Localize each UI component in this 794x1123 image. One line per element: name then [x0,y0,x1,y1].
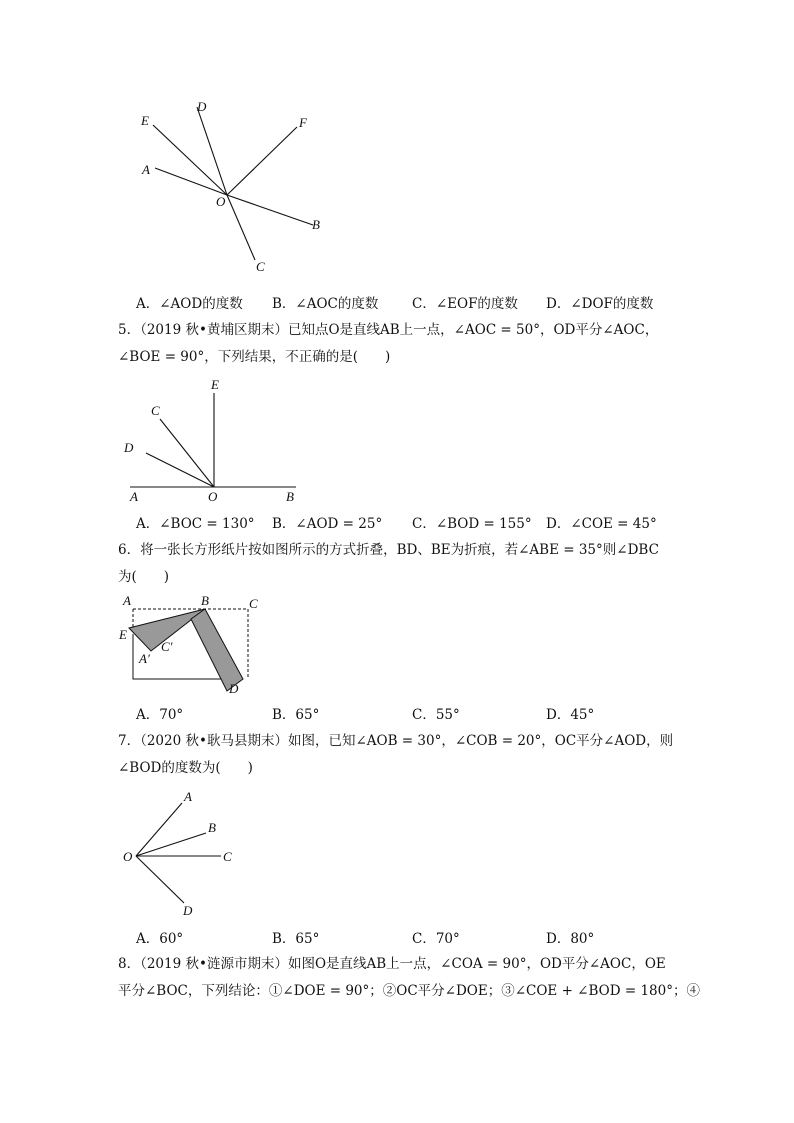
q6-label-a: A [123,593,131,608]
q7-options [136,927,696,947]
q8-stem-line1: 8．（2019 秋•涟源市期末）如图O是直线AB上一点，∠COA = 90°，OD平分∠AOC，OE [118,956,666,972]
q4-label-d: D [197,99,207,114]
q4-figure [135,95,335,280]
q4-ray-od [197,107,227,195]
q6-label-c1: C′ [161,639,173,654]
q4-option-d[interactable]: D．∠DOF的度数 [546,296,654,312]
q6-stem-line2: 为( ) [118,569,170,585]
q7-option-d[interactable]: D．80° [546,931,595,947]
q5-ray-od [146,453,214,487]
q6-stem-line1: 6．将一张长方形纸片按如图所示的方式折叠，BD、BE为折痕，若∠ABE = 35°则∠DBC [118,542,659,558]
q6-label-a1: A′ [139,651,150,666]
q4-option-a[interactable]: A．∠AOD的度数 [136,296,243,312]
q5-figure [118,375,308,505]
q4-ray-ob [227,195,313,225]
q7-option-c[interactable]: C．70° [412,931,460,947]
q6-figure [115,593,275,701]
q6-option-b[interactable]: B．65° [272,707,320,723]
q5-option-a[interactable]: A．∠BOC = 130° [136,516,255,532]
q6-label-d: D [229,681,239,696]
q7-option-a[interactable]: A．60° [136,931,184,947]
q6-option-d[interactable]: D．45° [546,707,595,723]
q4-option-b[interactable]: B．∠AOC的度数 [272,296,379,312]
q4-ray-oe [153,125,227,195]
q4-label-f: F [299,115,307,130]
q4-label-b: B [312,217,320,232]
q5-label-a: A [130,489,138,504]
q6-option-a[interactable]: A．70° [136,707,184,723]
q4-options [136,292,696,312]
q5-label-o: O [208,489,218,504]
q7-label-a: A [184,789,192,804]
q6-label-c: C [249,596,258,611]
q7-label-o: O [123,849,133,864]
q6-label-b: B [201,593,209,608]
q7-figure [118,785,248,920]
q5-option-c[interactable]: C．∠BOD = 155° [412,516,532,532]
q5-options [136,512,696,532]
q4-label-c: C [256,259,265,274]
q5-stem-line2: ∠BOE = 90°，下列结果，不正确的是( ) [118,349,391,365]
q5-label-d: D [124,440,134,455]
q8-stem-line2: 平分∠BOC，下列结论：①∠DOE = 90°；②OC平分∠DOE；③∠COE + ∠BOD = 180°；④ [118,983,700,999]
q4-label-o: O [216,194,226,209]
q7-option-b[interactable]: B．65° [272,931,320,947]
q7-label-c: C [223,849,232,864]
q5-label-b: B [286,489,294,504]
q5-label-c: C [151,403,160,418]
q4-label-a: A [142,162,150,177]
q7-label-d: D [183,903,193,918]
q4-label-e: E [141,113,149,128]
q5-label-e: E [211,377,219,392]
q5-ray-oc [160,419,214,487]
q6-options [136,703,696,723]
q4-ray-of [227,127,297,195]
q5-option-d[interactable]: D．∠COE = 45° [546,516,657,532]
q7-stem-line2: ∠BOD的度数为( ) [118,760,253,776]
q5-option-b[interactable]: B．∠AOD = 25° [272,516,383,532]
q4-ray-oc [227,195,255,260]
q5-stem-line1: 5．（2019 秋•黄埔区期末）已知点O是直线AB上一点，∠AOC = 50°，OD平分∠AOC， [118,322,659,338]
q4-ray-oa [155,168,227,195]
q7-ray-od [136,856,184,903]
q4-option-c[interactable]: C．∠EOF的度数 [412,296,518,312]
q7-stem-line1: 7．（2020 秋•耿马县期末）如图，已知∠AOB = 30°，∠COB = 20°，OC平分∠AOD，则 [118,733,674,749]
q6-label-e: E [119,627,127,642]
q7-label-b: B [208,820,216,835]
q6-option-c[interactable]: C．55° [412,707,460,723]
